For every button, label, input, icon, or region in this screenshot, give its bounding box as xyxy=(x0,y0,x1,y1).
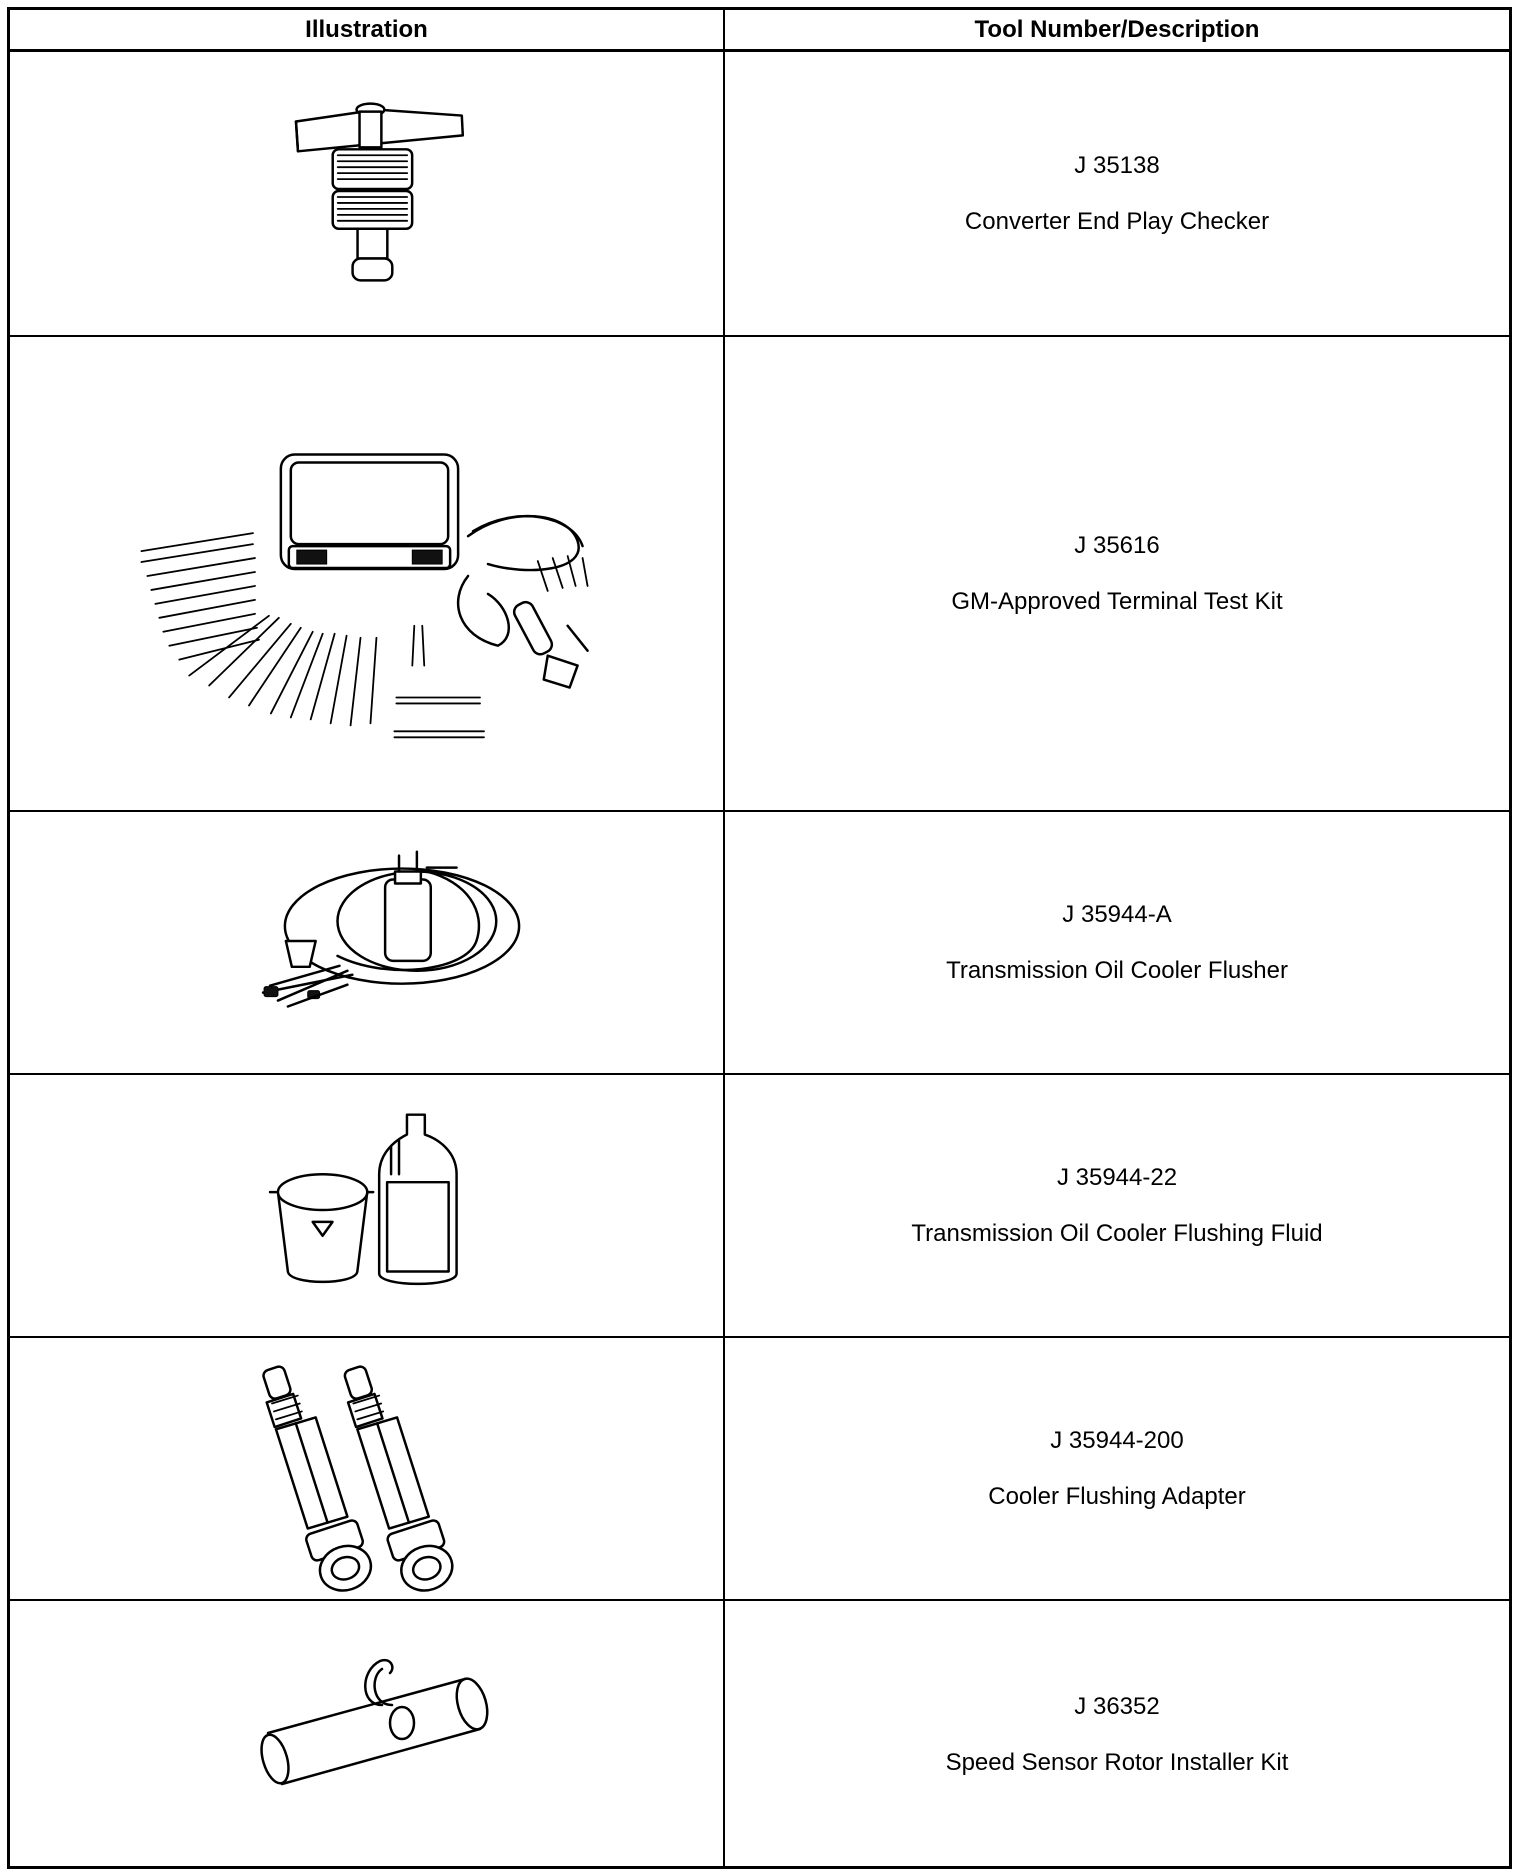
table-row xyxy=(10,52,1509,337)
header-tool-number-description: Tool Number/Description xyxy=(974,16,1260,43)
table-row xyxy=(10,812,1509,1075)
terminal-test-kit-illustration xyxy=(10,337,723,810)
table-row xyxy=(10,1338,1509,1601)
table-row xyxy=(10,1075,1509,1338)
tool-info xyxy=(725,812,1509,1073)
flushing-adapter-illustration xyxy=(10,1338,723,1599)
tool-number: J 35944-200 xyxy=(1050,1426,1184,1454)
tool-info xyxy=(725,1338,1509,1599)
cooler-flusher-illustration xyxy=(10,812,723,1073)
tool-description: GM-Approved Terminal Test Kit xyxy=(951,587,1283,615)
tool-description: Speed Sensor Rotor Installer Kit xyxy=(945,1749,1289,1776)
special-tools-table xyxy=(7,7,1512,1869)
tool-description: Converter End Play Checker xyxy=(964,207,1270,235)
table-row xyxy=(10,1601,1509,1869)
tool-info xyxy=(725,52,1509,335)
tool-number: J 35944-A xyxy=(1062,900,1172,928)
tool-number: J 35138 xyxy=(1074,151,1160,179)
flushing-fluid-illustration xyxy=(10,1075,723,1336)
tool-number: J 35616 xyxy=(1074,531,1160,559)
table-row xyxy=(10,337,1509,812)
tool-info xyxy=(725,1075,1509,1336)
end-play-checker-illustration xyxy=(10,52,723,335)
tool-info xyxy=(725,1601,1509,1869)
tool-number: J 36352 xyxy=(1074,1693,1160,1720)
tool-description: Transmission Oil Cooler Flusher xyxy=(946,956,1288,984)
header-illustration: Illustration xyxy=(305,16,428,43)
tool-description: Transmission Oil Cooler Flushing Fluid xyxy=(911,1219,1323,1247)
tool-info xyxy=(725,337,1509,810)
rotor-installer-illustration xyxy=(10,1601,723,1869)
tool-description: Cooler Flushing Adapter xyxy=(988,1482,1246,1510)
tool-number: J 35944-22 xyxy=(1056,1163,1178,1191)
table-header xyxy=(10,10,1509,52)
